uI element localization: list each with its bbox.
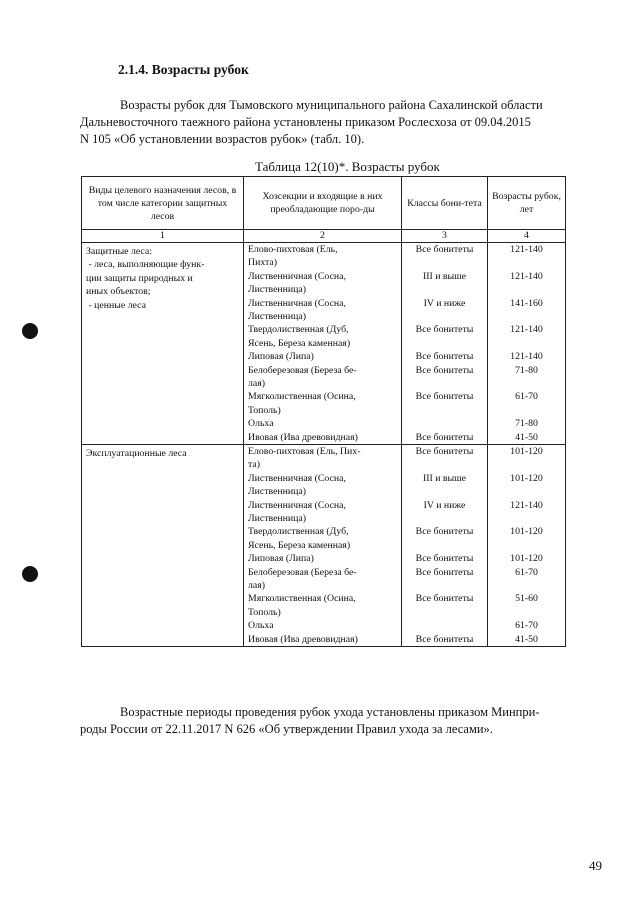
bonitet-value [406,619,483,632]
section-entry [248,499,397,526]
bonitet-value: Все бонитеты [415,633,474,645]
section-entry [248,243,397,270]
table-group-row [82,243,566,445]
age-value: 141-160 [510,297,543,309]
section-entry [248,350,397,363]
section-entry [248,566,397,593]
column-number: 3 [402,230,488,243]
forest-type-line: - ценные леса [86,299,146,311]
section-line: Лиственница) [248,311,307,322]
header-forest-purpose: Виды целевого назначения лесов, в том числе категории защитных лесов [82,177,244,230]
age-value: 121-140 [510,270,543,282]
bonitet-value: IV и ниже [423,499,466,511]
bonitet-value: Все бонитеты [415,445,474,457]
forest-type-cell [82,243,244,445]
section-line: Лиственничная (Сосна, [248,270,346,282]
age-value: 121-140 [510,324,543,336]
section-line: Лиственничная (Сосна, [248,297,346,309]
intro-line-2: Дальневосточного таежного района установлены приказом Рослесхоза от 09.04.2015 [80,115,531,129]
section-line: Лиственница) [248,486,307,498]
age-value: 71-80 [515,364,538,376]
binder-hole-bottom [22,566,38,582]
section-line: Тополь) [248,404,281,416]
intro-line-1: Возрасты рубок для Тымовского муниципального района Сахалинской области [120,98,543,112]
section-entry [248,592,397,619]
section-line: Белоберезовая (Береза бе- [248,566,357,578]
table-caption: Таблица 12(10)*. Возрасты рубок [255,159,440,174]
age-value: 71-80 [515,418,538,430]
header-cutting-age: Возрасты рубок, лет [488,177,566,230]
section-entry [248,619,397,632]
bonitet-value: III и выше [422,270,467,282]
section-line: Ивовая (Ива древовидная) [248,633,358,645]
age-value: 101-120 [510,472,543,484]
outro-line-2: роды России от 22.11.2017 N 626 «Об утверждении Правил ухода за лесами». [80,722,493,736]
section-line: Ивовая (Ива древовидная) [248,431,358,443]
intro-paragraph [80,97,568,148]
age-value: 101-120 [510,445,543,457]
bonitet-cell [402,243,488,445]
age-value: 41-50 [515,633,538,645]
section-line: Мягколиственная (Осина, [248,391,356,403]
age-value: 61-70 [515,620,538,632]
table-group-row [82,444,566,646]
section-line: Мягколиственная (Осина, [248,593,356,605]
section-entry [248,552,397,565]
age-value: 121-140 [510,351,543,363]
section-line: Лиственничная (Сосна, [248,499,346,511]
age-value: 61-70 [515,566,538,578]
bonitet-value: IV и ниже [423,297,466,309]
bonitet-value: Все бонитеты [415,431,474,443]
section-heading: 2.1.4. Возрасты рубок [118,62,249,77]
section-entry [248,525,397,552]
section-line: Ольха [248,418,274,430]
outro-paragraph [80,704,568,738]
cutting-age-table [81,176,566,647]
forest-type-line: Защитные леса: [86,246,152,257]
section-entry [248,417,397,430]
section-entry [248,270,397,297]
bonitet-value: Все бонитеты [415,566,474,578]
section-line: лая) [248,579,266,591]
bonitet-value [406,417,483,430]
section-cell [244,243,402,445]
column-number: 4 [488,230,566,243]
page-number: 49 [589,858,602,873]
age-cell [488,243,566,445]
section-line: Липовая (Липа) [248,351,314,363]
bonitet-value: III и выше [422,472,467,484]
bonitet-cell [402,444,488,646]
section-line: Липовая (Липа) [248,553,314,565]
section-entry [248,297,397,324]
section-line: Твердолиственная (Дуб, [248,526,349,538]
section-entry [248,472,397,499]
section-cell [244,444,402,646]
age-value: 101-120 [510,526,543,538]
forest-type-cell [82,444,244,646]
forest-type-line: - леса, выполняющие функ- [86,259,205,271]
bonitet-value: Все бонитеты [415,351,474,363]
section-entry [248,445,397,472]
age-cell [488,444,566,646]
bonitet-value: Все бонитеты [415,553,474,565]
bonitet-value: Все бонитеты [415,526,474,538]
table-header-row [82,177,566,230]
intro-line-3: N 105 «Об установлении возрастов рубок» (табл. 10). [80,132,365,146]
age-value: 121-140 [510,244,543,255]
section-line: та) [248,459,261,471]
section-line: Лиственница) [248,284,307,296]
section-entry [248,633,397,646]
header-economic-section: Хозсекции и входящие в них преобладающие поро-ды [244,177,402,230]
section-line: Лиственница) [248,512,307,524]
column-number: 1 [82,230,244,243]
section-line: Белоберезовая (Береза бе- [248,364,357,376]
outro-line-1: Возрастные периоды проведения рубок ухода установлены приказом Минпри- [120,705,540,719]
section-line: Пихта) [248,257,277,269]
section-line: Елово-пихтовая (Ель, [248,244,338,255]
age-value: 41-50 [515,431,538,443]
bonitet-value: Все бонитеты [415,324,474,336]
section-line: лая) [248,377,266,389]
forest-type-line: иных объектов; [86,286,151,298]
binder-hole-top [22,323,38,339]
age-value: 101-120 [510,553,543,565]
section-entry [248,364,397,391]
section-line: Ясень, Береза каменная) [248,539,351,551]
forest-type-line: ции защиты природных и [86,272,193,284]
bonitet-value: Все бонитеты [415,364,474,376]
column-number-row [82,230,566,243]
forest-type-line: Эксплуатационные леса [86,447,187,459]
section-entry [248,390,397,417]
section-line: Твердолиственная (Дуб, [248,324,349,336]
age-value: 51-60 [515,593,538,605]
bonitet-value: Все бонитеты [415,593,474,605]
bonitet-value: Все бонитеты [415,391,474,403]
age-value: 61-70 [515,391,538,403]
header-bonitet-class: Классы бони-тета [402,177,488,230]
section-line: Ясень, Береза каменная) [248,337,351,349]
age-value: 121-140 [510,499,543,511]
section-line: Лиственничная (Сосна, [248,472,346,484]
column-number: 2 [244,230,402,243]
section-line: Ольха [248,620,274,632]
section-entry [248,431,397,444]
section-line: Тополь) [248,606,281,618]
bonitet-value: Все бонитеты [415,244,474,255]
section-line: Елово-пихтовая (Ель, Пих- [248,445,361,457]
section-entry [248,323,397,350]
